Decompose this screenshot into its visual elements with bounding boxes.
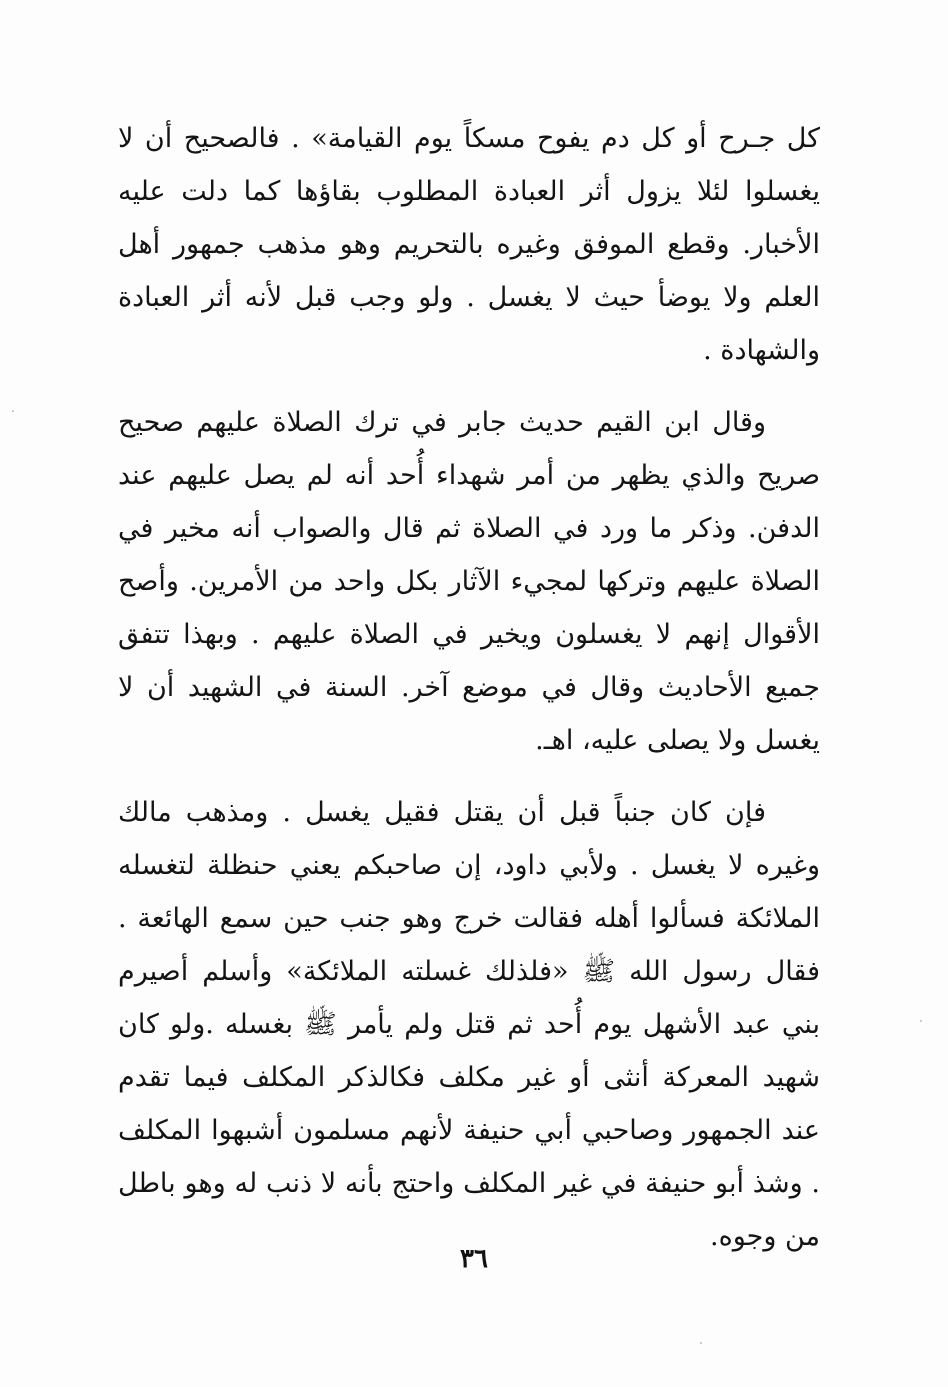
page-body-text: [118, 112, 820, 1263]
paragraph-1: كل جـرح أو كل دم يفوح مسكاً يوم القيامة» . فالصحيح أن لا يغسلوا لئلا يزول أثر العبادة المطلوب بقاؤها كما دلت عليه الأخبار. وقطع الموفق وغيره بالتحريم وهو مذهب جمهور أهل العلم ولا يوضأ حيث لا يغسل . ولو وجب قبل لأنه أثر العبادة والشهادة .: [118, 123, 820, 366]
paragraph-3: فإن كان جنباً قبل أن يقتل فقيل يغسل . ومذهب مالك وغيره لا يغسل . ولأبي داود، إن صاحبكم يعني حنظلة لتغسله الملائكة فسألوا أهله فقالت خرج وهو جنب حين سمع الهائعة . فقال رسول الله ﷺ «فلذلك غسلته الملائكة» وأسلم أصيرم بني عبد الأشهل يوم أُحد ثم قتل ولم يأمر ﷺ بغسله .ولو كان شهيد المعركة أنثى أو غير مكلف فكالذكر المكلف فيما تقدم عند الجمهور وصاحبي أبي حنيفة لأنهم مسلمون أشبهوا المكلف . وشذ أبو حنيفة في غير المكلف واحتج بأنه لا ذنب له وهو باطل من وجوه.: [118, 797, 820, 1252]
paragraph-spacer: [118, 767, 820, 786]
page-number: ٣٦: [460, 1244, 488, 1274]
paragraph-spacer: [118, 377, 820, 396]
paragraph-2: وقال ابن القيم حديث جابر في ترك الصلاة عليهم صحيح صريح والذي يظهر من أمر شهداء أُحد أنه لم يصل عليهم عند الدفن. وذكر ما ورد في الصلاة ثم قال والصواب أنه مخير في الصلاة عليهم وتركها لمجيء الآثار بكل واحد من الأمرين. وأصح الأقوال إنهم لا يغسلون ويخير في الصلاة عليهم . وبهذا تتفق جميع الأحاديث وقال في موضع آخر. السنة في الشهيد أن لا يغسل ولا يصلى عليه، اهـ.: [118, 407, 820, 756]
scan-speck: [12, 410, 14, 412]
scan-speck: [700, 1342, 702, 1344]
scan-speck: [920, 1020, 922, 1022]
